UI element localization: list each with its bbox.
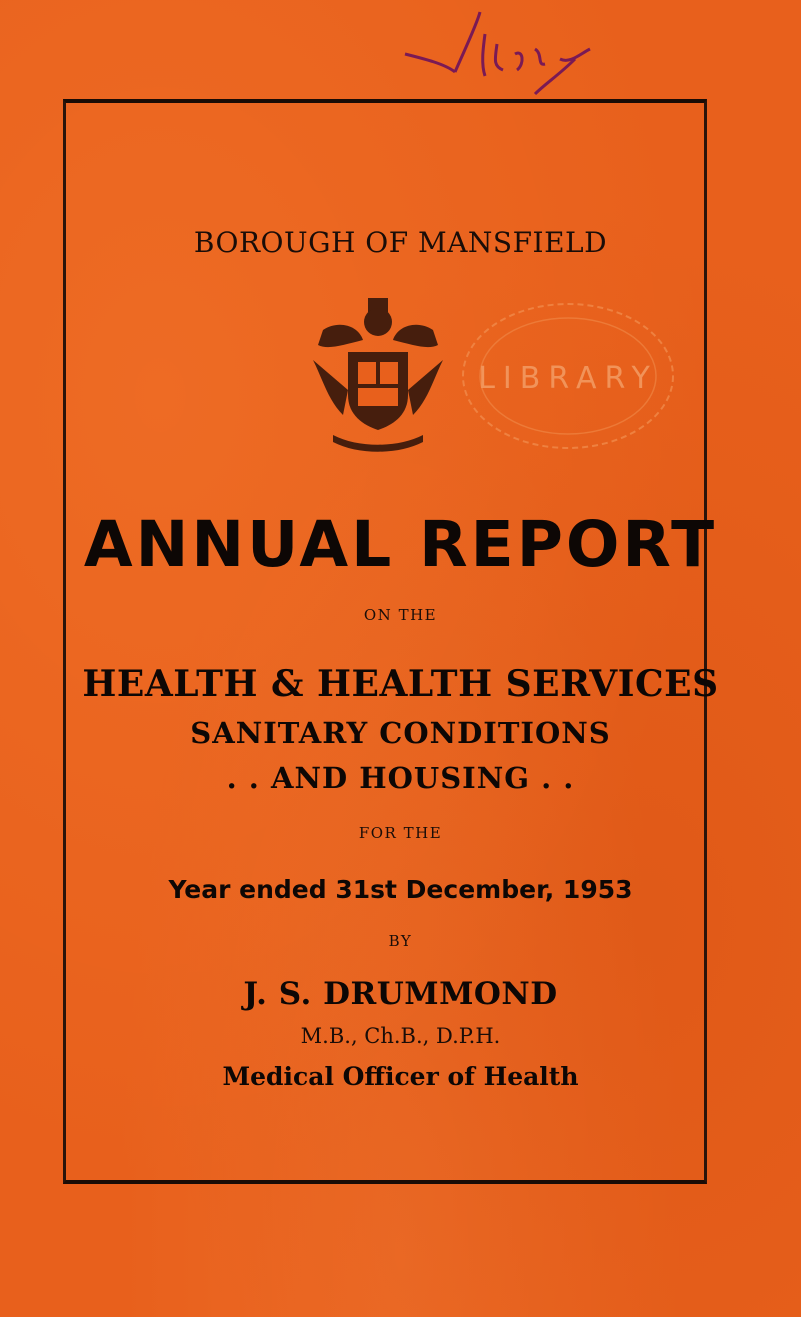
handwritten-signature <box>385 4 605 104</box>
library-stamp-icon <box>450 288 695 463</box>
author-name: J. S. DRUMMOND <box>243 976 558 1012</box>
report-period: Year ended 31st December, 1953 <box>168 875 633 904</box>
subject-line-3: . . AND HOUSING . . <box>226 761 575 795</box>
on-the-label: ON THE <box>363 606 438 624</box>
cover-border-frame <box>63 99 707 1184</box>
for-the-label: FOR THE <box>358 824 443 842</box>
subject-line-2: SANITARY CONDITIONS <box>190 716 611 750</box>
svg-text:LIBRARY: LIBRARY <box>478 361 658 396</box>
borough-name: BOROUGH OF MANSFIELD <box>193 226 608 259</box>
subject-line-1: HEALTH & HEALTH SERVICES <box>82 663 719 705</box>
author-qualifications: M.B., Ch.B., D.P.H. <box>300 1024 501 1048</box>
report-title: ANNUAL REPORT <box>83 508 718 581</box>
by-label: BY <box>388 932 413 950</box>
coat-of-arms-icon <box>303 290 453 455</box>
author-title: Medical Officer of Health <box>222 1062 579 1091</box>
